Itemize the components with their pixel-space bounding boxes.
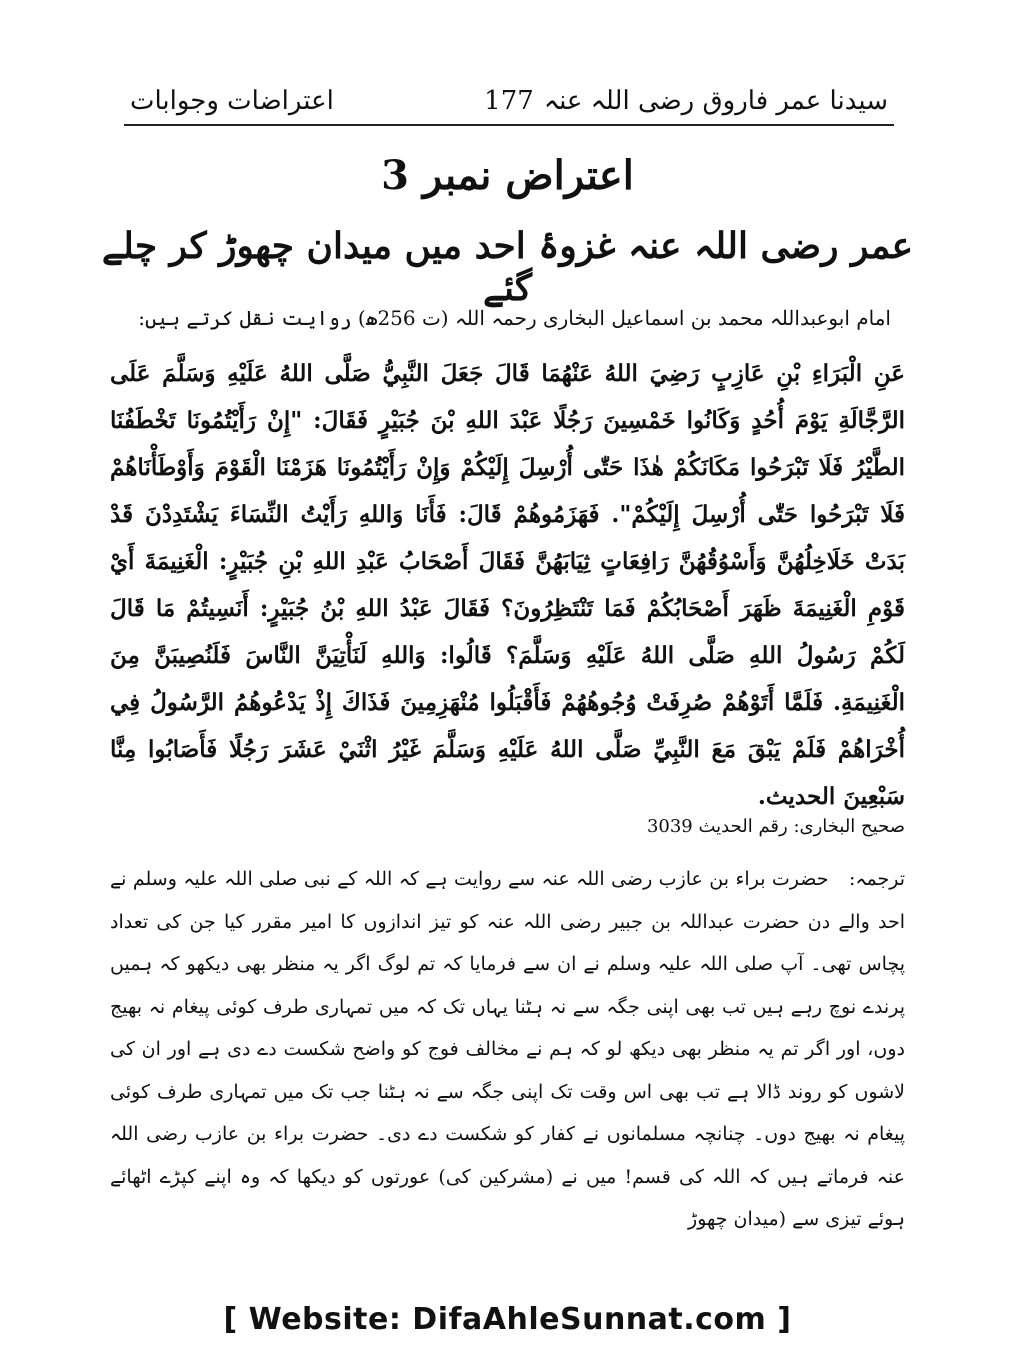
- objection-subtitle: عمر رضی اللہ عنہ غزوۂ احد میں میدان چھوڑ کر چلے گئے: [101, 225, 914, 309]
- objection-title: اعتراض نمبر 3: [381, 152, 634, 199]
- translation-text: حضرت براء بن عازب رضی اللہ عنہ سے روایت ہے کہ اللہ کے نبی صلی اللہ علیہ وسلم نے احد والے دن حضرت عبداللہ بن جبیر رضی اللہ عنہ کو تیز اندازوں کا امیر مقرر کیا جن کی تعداد پچاس تھی۔ آپ صلی اللہ علیہ وسلم نے ان سے فرمایا کہ تم لوگ اگر یہ منظر بھی دیکھو کہ ہمیں پرندے نوچ رہے ہیں تب بھی اپنی جگہ سے نہ ہٹنا یہاں تک کہ میں تمہاری طرف کوئی پیغام نہ بھیج دوں، اور اگر تم یہ منظر بھی دیکھ لو کہ ہم نے مخالف فوج کو واضح شکست دے دی ہے اور ان کی لاشوں کو روند ڈالا ہے تب بھی اس وقت تک اپنی جگہ سے نہ ہٹنا جب تک میں تمہاری طرف کوئی پیغام نہ بھیج دوں۔ چنانچہ مسلمانوں نے کفار کو شکست دے دی۔ حضرت براء بن عازب رضی اللہ عنہ فرماتے ہیں کہ اللہ کی قسم! میں نے (مشرکین کی) عورتوں کو دیکھا کہ وہ اپنے کپڑے اٹھائے ہوئے تیزی سے (میدان چھوڑ: [110, 868, 905, 1230]
- translation-label: ترجمہ:: [848, 868, 905, 890]
- narration-intro: امام ابوعبداللہ محمد بن اسماعیل البخاری رحمہ اللہ (ت 256ھ) روایت نقل کرتے ہیں:: [138, 306, 891, 330]
- section-title: اعتراضات وجوابات: [130, 86, 334, 116]
- hadith-reference: صحیح البخاری: رقم الحدیث 3039: [646, 816, 905, 837]
- book-title: سیدنا عمر فاروق رضی اللہ عنہ: [543, 86, 888, 116]
- hadith-arabic-text: عَنِ الْبَرَاءِ بْنِ عَازِبٍ رَضِيَ اللهُ عَنْهُمَا قَالَ جَعَلَ النَّبِيُّ صَلَّى اللهُ عَلَيْهِ وَسَلَّمَ عَلَى الرَّجَّالَةِ يَوْمَ أُحُدٍ وَكَانُوا خَمْسِينَ رَجُلًا عَبْدَ اللهِ بْنَ جُبَيْرٍ فَقَالَ: "إِنْ رَأَيْتُمُونَا تَخْطَفُنَا الطَّيْرُ فَلَا تَبْرَحُوا مَكَانَكُمْ هٰذَا حَتّٰى أُرْسِلَ إِلَيْكُمْ وَإِنْ رَأَيْتُمُونَا هَزَمْنَا الْقَوْمَ وَأَوْطَأْنَاهُمْ فَلَا تَبْرَحُوا حَتّٰى أُرْسِلَ إِلَيْكُمْ". فَهَزَمُوهُمْ قَالَ: فَأَنَا وَاللهِ رَأَيْتُ النِّسَاءَ يَشْتَدِدْنَ قَدْ بَدَتْ خَلَاخِلُهُنَّ وَأَسْوُقُهُنَّ رَافِعَاتٍ ثِيَابَهُنَّ فَقَالَ أَصْحَابُ عَبْدِ اللهِ بْنِ جُبَيْرٍ: الْغَنِيمَةَ أَيْ قَوْمِ الْغَنِيمَةَ ظَهَرَ أَصْحَابُكُمْ فَمَا تَنْتَظِرُونَ؟ فَقَالَ عَبْدُ اللهِ بْنُ جُبَيْرٍ: أَنَسِيتُمْ مَا قَالَ لَكُمْ رَسُولُ اللهِ صَلَّى اللهُ عَلَيْهِ وَسَلَّمَ؟ قَالُوا: وَاللهِ لَنَأْتِيَنَّ النَّاسَ فَلَنُصِيبَنَّ مِنَ الْغَنِيمَةِ. فَلَمَّا أَتَوْهُمْ صُرِفَتْ وُجُوهُهُمْ فَأَقْبَلُوا مُنْهَزِمِينَ فَذَاكَ إِذْ يَدْعُوهُمُ الرَّسُولُ فِي أُخْرَاهُمْ فَلَمْ يَبْقَ مَعَ النَّبِيِّ صَلَّى اللهُ عَلَيْهِ وَسَلَّمَ غَيْرُ اثْنَيْ عَشَرَ رَجُلًا فَأَصَابُوا مِنَّا سَبْعِينَ الحديث.: [110, 360, 905, 810]
- translation-paragraph: [110, 858, 905, 1241]
- page-header: [124, 84, 894, 126]
- page-number: 177: [484, 86, 534, 116]
- website-footer: [ Website: DifaAhleSunnat.com ]: [223, 1302, 792, 1337]
